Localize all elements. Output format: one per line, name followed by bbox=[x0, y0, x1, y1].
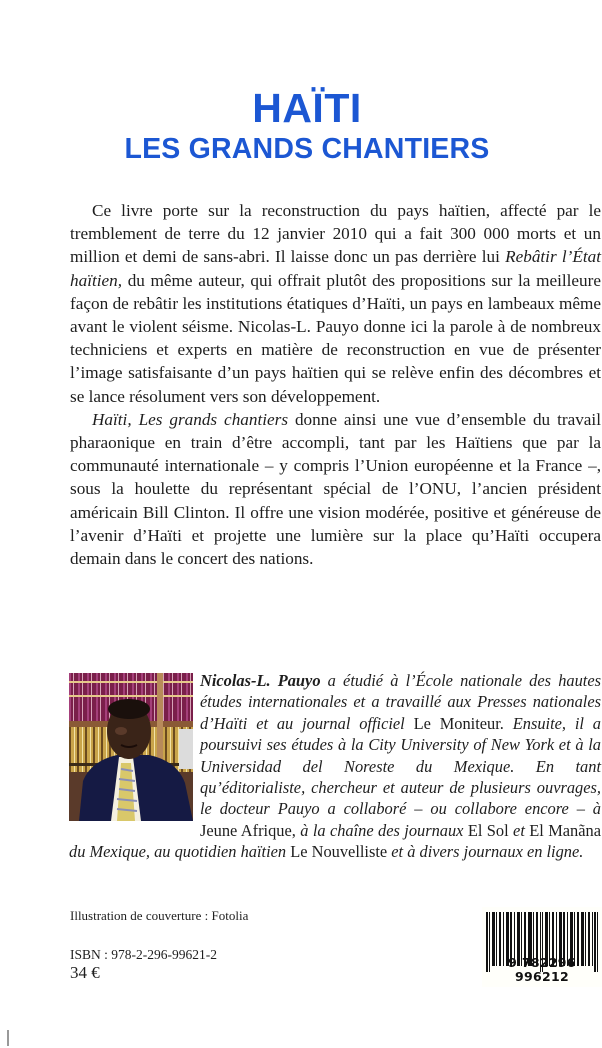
book-summary bbox=[70, 199, 601, 570]
bio-text: du Mexique, au quotidien haïtien bbox=[69, 842, 291, 862]
bio-text: Ensuite, il a poursuivi ses études à la City University of New York et à la Universidad del Noreste du Mexique. En tant qu’éditorialiste, chercheur et auteur de plusieurs ouvrages, le docteur Pauyo a collaboré – ou collabore encore – à bbox=[200, 713, 602, 819]
price: 34 € bbox=[70, 963, 100, 982]
publication-name: El Sol bbox=[467, 820, 509, 840]
author-portrait-image bbox=[69, 673, 193, 821]
publication-name: Jeune Afrique, bbox=[200, 820, 296, 840]
summary-text: Ce livre porte sur la reconstruction du pays haïtien, affecté par le tremblement de terre du 12 janvier 2010 qui a fait 300 000 morts et un million et demi de sans-abri. Il laisse donc un pas derrière lui bbox=[70, 201, 601, 267]
crop-mark bbox=[7, 1030, 9, 1046]
summary-text: donne ainsi une vue d’ensemble du travail pharaonique en train d’être accompli, tant par les Haïtiens que par la communauté internationale – y compris l’Union européenne et la France –, sous la houlette du représentant spécial de l’ONU, l’ancien président américain Bill Clinton. Il offre une vision modérée, positive et généreuse de l’avenir d’Haïti et projette une lumière sur la place qu’Haïti occupera demain dans le concert des nations. bbox=[70, 409, 601, 569]
bio-text: et à divers journaux en ligne. bbox=[387, 842, 584, 862]
book-subtitle: LES GRANDS CHANTIERS bbox=[124, 133, 490, 165]
publication-name: Le Moniteur. bbox=[413, 713, 504, 733]
publication-name: Le Nouvelliste bbox=[290, 842, 388, 862]
barcode-digits: 9 782296 996212 bbox=[508, 955, 576, 984]
cited-book-title: Rebâtir l’État haïtien, bbox=[70, 247, 601, 290]
bio-text: et bbox=[508, 820, 530, 840]
isbn: ISBN : 978-2-296-99621-2 bbox=[70, 947, 217, 962]
bio-text: à la chaîne des journaux bbox=[295, 820, 468, 840]
cited-book-title: Haïti, Les grands chantiers bbox=[92, 409, 289, 429]
bio-text: a étudié à l’École nationale des hautes études internationales et a travaillé aux Presses nationales d’Haïti et au journal officiel bbox=[200, 671, 601, 733]
author-bio bbox=[69, 670, 601, 863]
summary-text: du même auteur, qui offrait plutôt des propositions sur la meilleure façon de rebâtir les institutions étatiques d’Haïti, un pays en lambeaux même avant le violent séisme. Nicolas-L. Pauyo donne ici la parole à de nombreux techniciens et experts en matière de reconstruction en vue de présenter l’image satisfaisante d’un pays haïtien qui se relève enfin des décombres et se lance résolument vers son développement. bbox=[70, 270, 601, 406]
summary-paragraph-1 bbox=[70, 199, 601, 408]
author-photo bbox=[69, 673, 193, 821]
author-name: Nicolas-L. Pauyo bbox=[200, 671, 321, 690]
barcode bbox=[482, 907, 602, 987]
cover-title-block bbox=[0, 86, 602, 166]
publication-name: El Manãna bbox=[529, 820, 601, 840]
summary-paragraph-2 bbox=[70, 408, 601, 570]
book-title: HAÏTI bbox=[252, 85, 362, 131]
illustration-credit: Illustration de couverture : Fotolia bbox=[70, 908, 249, 923]
